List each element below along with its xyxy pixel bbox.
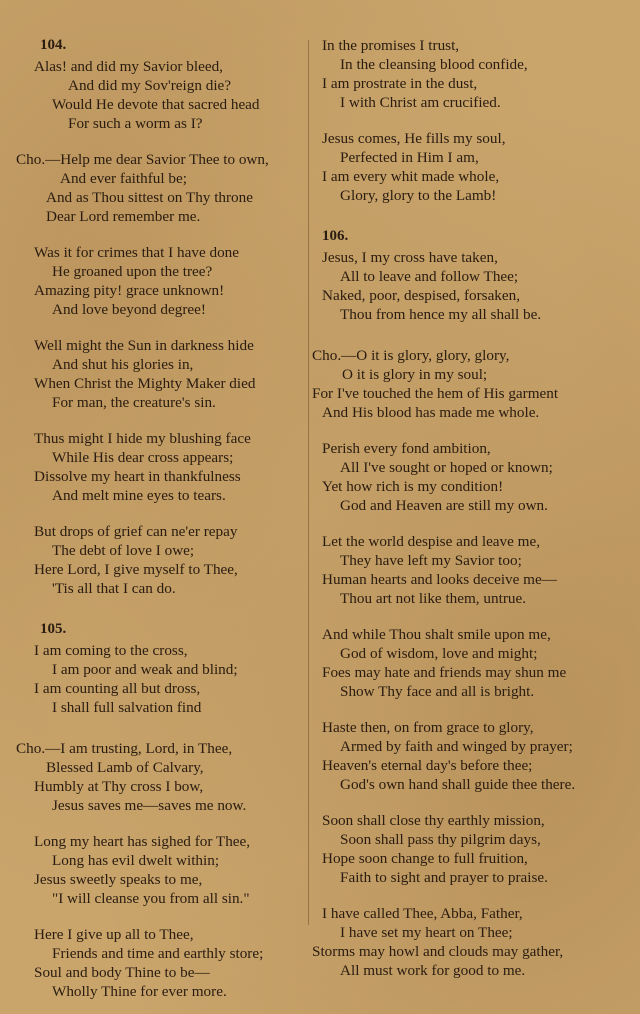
verse-line: I have set my heart on Thee; [340, 924, 513, 941]
verse-line: I am prostrate in the dust, [322, 75, 478, 92]
verse-line: Soon shall pass thy pilgrim days, [340, 831, 541, 848]
verse-line: Naked, poor, despised, forsaken, [322, 287, 521, 304]
verse-line: For such a worm as I? [68, 115, 203, 132]
verse-line: Let the world despise and leave me, [322, 533, 541, 550]
verse-line: Amazing pity! grace unknown! [34, 282, 225, 299]
verse-line: When Christ the Mighty Maker died [34, 375, 256, 392]
hymn-104-stanza-5 [16, 522, 304, 598]
verse-line: Foes may hate and friends may shun me [322, 664, 567, 681]
verse-line: Would He devote that sacred head [52, 96, 260, 113]
verse-line: Perfected in Him I am, [340, 149, 479, 166]
verse-line: Soul and body Thine to be— [34, 964, 210, 981]
hymn-number-106: 106. [322, 228, 349, 244]
hymn-105-stanza-1 [16, 641, 304, 717]
verse-line: Was it for crimes that I have done [34, 244, 240, 261]
hymn-105-stanza-3 [16, 925, 304, 1001]
verse-line: Well might the Sun in darkness hide [34, 337, 254, 354]
hymn-106-stanza-5 [312, 718, 636, 794]
hymn-106-stanza-3 [312, 532, 636, 608]
verse-line: I have called Thee, Abba, Father, [322, 905, 523, 922]
verse-line: Thou art not like them, untrue. [340, 590, 527, 607]
chorus-line: And His blood has made me whole. [322, 404, 540, 421]
verse-line: Hope soon change to full fruition, [322, 850, 528, 867]
chorus-line: Blessed Lamb of Calvary, [46, 759, 204, 776]
verse-line: 'Tis all that I can do. [52, 580, 176, 597]
verse-line: For man, the creature's sin. [52, 394, 216, 411]
chorus-line: And ever faithful be; [60, 170, 187, 187]
hymn-106-stanza-6 [312, 811, 636, 887]
verse-line: God and Heaven are still my own. [340, 497, 548, 514]
verse-line: Soon shall close thy earthly mission, [322, 812, 545, 829]
chorus-line: Cho.—I am trusting, Lord, in Thee, [16, 740, 233, 757]
chorus-line: Cho.—Help me dear Savior Thee to own, [16, 151, 269, 168]
verse-line: The debt of love I owe; [52, 542, 195, 559]
verse-line: They have left my Savior too; [340, 552, 522, 569]
verse-line: "I will cleanse you from all sin." [52, 890, 250, 907]
verse-line: All I've sought or hoped or known; [340, 459, 553, 476]
hymn-105-stanza-4 [312, 36, 636, 112]
verse-line: I shall full salvation find [52, 699, 202, 716]
verse-line: Long my heart has sighed for Thee, [34, 833, 251, 850]
verse-line: Show Thy face and all is bright. [340, 683, 535, 700]
verse-line: Here Lord, I give myself to Thee, [34, 561, 238, 578]
hymn-104-stanza-2 [16, 243, 304, 319]
verse-line: Here I give up all to Thee, [34, 926, 194, 943]
hymn-number-104: 104. [40, 37, 67, 53]
verse-line: Jesus sweetly speaks to me, [34, 871, 203, 888]
verse-line: I am counting all but dross, [34, 680, 201, 697]
chorus-line: Cho.—O it is glory, glory, glory, [312, 347, 510, 364]
chorus-line: And as Thou sittest on Thy throne [46, 189, 253, 206]
verse-line: Haste then, on from grace to glory, [322, 719, 534, 736]
hymn-number-105: 105. [40, 621, 67, 637]
verse-line: Armed by faith and winged by prayer; [340, 738, 573, 755]
hymn-106-stanza-7 [312, 904, 636, 980]
verse-line: Alas! and did my Savior bleed, [34, 58, 223, 75]
hymn-105-chorus [16, 739, 304, 815]
verse-line: I with Christ am crucified. [340, 94, 501, 111]
verse-line: I am poor and weak and blind; [52, 661, 238, 678]
verse-line: Faith to sight and prayer to praise. [340, 869, 548, 886]
chorus-line: Humbly at Thy cross I bow, [34, 778, 204, 795]
verse-line: Heaven's eternal day's before thee; [322, 757, 533, 774]
hymn-104-chorus [16, 150, 304, 226]
right-column [312, 36, 636, 980]
verse-line: Dissolve my heart in thankfulness [34, 468, 241, 485]
hymn-104-stanza-4 [16, 429, 304, 505]
verse-line: God of wisdom, love and might; [340, 645, 538, 662]
verse-line: And love beyond degree! [52, 301, 206, 318]
verse-line: Thus might I hide my blushing face [34, 430, 251, 447]
hymn-106-chorus [312, 346, 636, 422]
verse-line: I am every whit made whole, [322, 168, 500, 185]
hymn-106-stanza-1 [312, 248, 636, 324]
hymn-105-stanza-5 [312, 129, 636, 205]
hymn-106-stanza-4 [312, 625, 636, 701]
verse-line: I am coming to the cross, [34, 642, 188, 659]
verse-line: Yet how rich is my condition! [322, 478, 504, 495]
verse-line: Thou from hence my all shall be. [340, 306, 542, 323]
verse-line: All to leave and follow Thee; [340, 268, 519, 285]
verse-line: He groaned upon the tree? [52, 263, 213, 280]
verse-line: In the promises I trust, [322, 37, 460, 54]
verse-line: Wholly Thine for ever more. [52, 983, 227, 1000]
hymn-104-stanza-1 [16, 57, 304, 133]
verse-line: Glory, glory to the Lamb! [340, 187, 497, 204]
verse-line: And melt mine eyes to tears. [52, 487, 226, 504]
verse-line: While His dear cross appears; [52, 449, 234, 466]
verse-line: Human hearts and looks deceive me— [322, 571, 557, 588]
hymn-104-stanza-3 [16, 336, 304, 412]
verse-line: Jesus comes, He fills my soul, [322, 130, 506, 147]
verse-line: Perish every fond ambition, [322, 440, 491, 457]
verse-line: Storms may howl and clouds may gather, [312, 943, 564, 960]
hymn-105-stanza-2 [16, 832, 304, 908]
verse-line: And shut his glories in, [52, 356, 194, 373]
verse-line: In the cleansing blood confide, [340, 56, 528, 73]
chorus-line: Dear Lord remember me. [46, 208, 201, 225]
chorus-line: For I've touched the hem of His garment [312, 385, 559, 402]
chorus-line: O it is glory in my soul; [342, 366, 488, 383]
verse-line: All must work for good to me. [340, 962, 526, 979]
verse-line: Long has evil dwelt within; [52, 852, 220, 869]
verse-line: But drops of grief can ne'er repay [34, 523, 238, 540]
verse-line: God's own hand shall guide thee there. [340, 776, 576, 793]
hymn-106-stanza-2 [312, 439, 636, 515]
chorus-line: Jesus saves me—saves me now. [52, 797, 247, 814]
verse-line: Friends and time and earthly store; [52, 945, 264, 962]
verse-line: And did my Sov'reign die? [68, 77, 232, 94]
verse-line: Jesus, I my cross have taken, [322, 249, 498, 266]
column-divider [308, 40, 309, 925]
verse-line: And while Thou shalt smile upon me, [322, 626, 551, 643]
left-column [16, 36, 304, 1001]
